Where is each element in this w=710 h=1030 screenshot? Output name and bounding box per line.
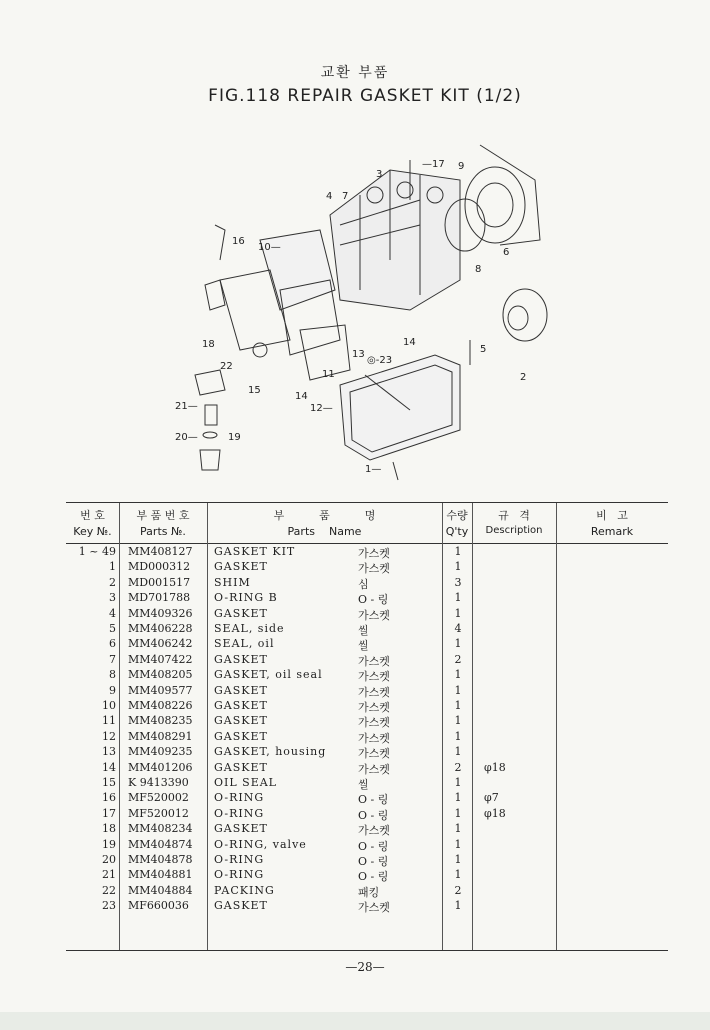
quantity: 1 (454, 545, 462, 558)
key-number: 22 (102, 883, 116, 897)
svg-text:14: 14 (403, 337, 416, 348)
quantity: 1 (454, 776, 462, 789)
part-name-korean: 씰 (358, 778, 369, 791)
part-number: MM408234 (128, 822, 193, 836)
table-row (66, 684, 668, 699)
table-row (66, 637, 668, 652)
header-name-en: Parts Name (287, 525, 362, 538)
quantity: 1 (454, 683, 462, 697)
table-row (66, 699, 668, 714)
part-number: MM408226 (128, 699, 193, 712)
part-name-korean: 씰 (358, 624, 369, 637)
svg-text:10—: 10— (258, 242, 281, 253)
key-number: 1 (109, 560, 116, 574)
quantity: 1 (454, 729, 462, 743)
part-name-korean: 가스켓 (358, 670, 390, 684)
part-name-korean: 가스켓 (358, 901, 390, 915)
svg-text:19: 19 (228, 432, 241, 443)
key-number: 19 (102, 837, 116, 851)
part-name: O-RING (214, 806, 265, 820)
svg-text:7: 7 (342, 191, 349, 202)
part-name: GASKET (214, 729, 268, 743)
page-title: FIG.118 REPAIR GASKET KIT (1/2) (208, 86, 522, 106)
part-name-korean: 가스켓 (358, 685, 390, 699)
key-number: 9 (109, 683, 116, 697)
header-qty-ko: 수량 (446, 509, 468, 522)
page-title-korean: 교환 부품 (320, 65, 390, 81)
quantity: 1 (454, 606, 462, 620)
part-name-korean: 가스켓 (358, 562, 390, 576)
part-name-korean: 씰 (358, 639, 369, 653)
quantity: 1 (454, 591, 462, 605)
key-number: 20 (102, 853, 116, 866)
part-name: SEAL, oil (214, 637, 275, 651)
part-name-korean: 가스켓 (358, 547, 390, 560)
header-parts-ko: 부 품 번 호 (136, 509, 190, 522)
table-row (66, 653, 668, 668)
part-number: MM406228 (128, 622, 193, 635)
table-row (66, 576, 668, 591)
svg-text:6: 6 (503, 247, 510, 258)
part-name: GASKET (214, 822, 268, 836)
part-number: K 9413390 (128, 776, 189, 789)
part-name: GASKET (214, 683, 268, 697)
svg-text:21—: 21— (175, 401, 198, 412)
key-number: 17 (102, 806, 116, 820)
part-name-korean: 가스켓 (358, 762, 390, 776)
key-number: 14 (102, 760, 116, 774)
part-number: MM409326 (128, 606, 193, 620)
svg-text:13: 13 (352, 349, 365, 360)
part-number: MM406242 (128, 637, 193, 651)
quantity: 1 (454, 745, 462, 759)
svg-text:12—: 12— (310, 403, 333, 414)
key-number: 15 (102, 776, 116, 789)
header-name-ko: 부 품 명 (273, 509, 376, 522)
part-name-korean: 가스켓 (358, 701, 390, 714)
part-name: GASKET (214, 606, 268, 620)
header-parts-en: Parts №. (140, 525, 186, 538)
part-number: MM409235 (128, 745, 193, 759)
svg-text:18: 18 (202, 339, 215, 350)
svg-text:8: 8 (475, 264, 482, 275)
part-name: GASKET (214, 899, 268, 913)
part-number: MM408291 (128, 729, 193, 743)
part-name: SEAL, side (214, 622, 285, 635)
table-row (66, 560, 668, 575)
part-number: MM407422 (128, 652, 193, 666)
quantity: 1 (454, 714, 462, 728)
part-number: MM401206 (128, 760, 193, 774)
table-bottom-rule (66, 950, 668, 951)
part-number: MM404884 (128, 883, 193, 897)
key-number: 8 (109, 668, 116, 682)
key-number: 18 (102, 822, 116, 836)
table-row (66, 607, 668, 622)
part-name: GASKET (214, 560, 268, 574)
part-name-korean: 가스켓 (358, 747, 390, 761)
svg-text:4: 4 (326, 191, 333, 202)
table-row (66, 745, 668, 760)
table-row (66, 822, 668, 837)
part-number: MM408235 (128, 714, 193, 728)
part-number: MM404878 (128, 853, 193, 866)
description: φ18 (484, 760, 506, 774)
quantity: 1 (454, 853, 462, 866)
exploded-engine-diagram (160, 140, 580, 485)
quantity: 1 (454, 668, 462, 682)
part-name: O-RING (214, 853, 265, 866)
quantity: 2 (454, 652, 462, 666)
part-number: MF520002 (128, 791, 189, 805)
table-row (66, 868, 668, 883)
svg-text:9: 9 (458, 161, 465, 172)
part-number: MD001517 (128, 575, 191, 589)
part-number: MF660036 (128, 899, 189, 913)
part-number: MM408127 (128, 545, 193, 558)
key-number: 10 (102, 699, 116, 712)
quantity: 3 (454, 575, 462, 589)
table-row (66, 776, 668, 791)
svg-text:1—: 1— (365, 464, 382, 475)
part-name-korean: 가스켓 (358, 731, 390, 745)
part-number: MM409577 (128, 683, 193, 697)
key-number: 3 (109, 591, 116, 605)
part-name-korean: O - 링 (358, 593, 389, 607)
header-key-en: Key №. (73, 525, 112, 538)
table-row (66, 853, 668, 868)
table-row (66, 899, 668, 914)
svg-text:15: 15 (248, 385, 261, 396)
key-number: 2 (109, 575, 116, 589)
quantity: 1 (454, 637, 462, 651)
part-name-korean: O - 링 (358, 808, 389, 822)
scan-edge (0, 1012, 710, 1030)
part-name-korean: 가스켓 (358, 824, 390, 838)
key-number: 6 (109, 637, 116, 651)
part-name: GASKET KIT (214, 545, 296, 558)
part-name: O-RING, valve (214, 837, 307, 851)
part-name-korean: 심 (358, 577, 369, 591)
table-row (66, 884, 668, 899)
header-remark-ko: 비 고 (596, 509, 628, 522)
svg-text:20—: 20— (175, 432, 198, 443)
part-name: PACKING (214, 883, 275, 897)
part-name: O-RING B (214, 591, 278, 605)
part-name-korean: O - 링 (358, 870, 389, 884)
header-desc-ko: 규 격 (498, 509, 530, 522)
svg-text:16: 16 (232, 236, 245, 247)
quantity: 1 (454, 899, 462, 913)
svg-text:11: 11 (322, 369, 335, 380)
table-row (66, 622, 668, 637)
part-name-korean: 패킹 (358, 885, 380, 899)
header-qty-en: Q'ty (445, 525, 469, 538)
quantity: 1 (454, 791, 462, 805)
table-row (66, 791, 668, 806)
part-number: MF520012 (128, 806, 189, 820)
key-number: 13 (102, 745, 116, 759)
header-desc-en: Description (485, 525, 543, 536)
svg-text:3: 3 (376, 169, 383, 180)
key-number: 1 ~ 49 (78, 545, 116, 558)
quantity: 1 (454, 806, 462, 820)
table-row (66, 714, 668, 729)
key-number: 23 (102, 899, 116, 913)
table-header-rule (66, 543, 668, 544)
key-number: 5 (109, 622, 116, 635)
part-name-korean: 가스켓 (358, 654, 390, 668)
key-number: 11 (102, 714, 116, 728)
table-row (66, 807, 668, 822)
page-number: —28— (345, 960, 385, 974)
part-name-korean: O - 링 (358, 855, 389, 868)
table-row (66, 591, 668, 606)
header-key-ko: 번 호 (80, 509, 105, 522)
part-name-korean: 가스켓 (358, 608, 390, 622)
description: φ18 (484, 806, 506, 820)
part-number: MD701788 (128, 591, 191, 605)
part-number: MM404874 (128, 837, 193, 851)
quantity: 1 (454, 822, 462, 836)
table-row (66, 730, 668, 745)
part-name: O-RING (214, 868, 265, 882)
part-name: O-RING (214, 791, 265, 805)
part-name: GASKET, oil seal (214, 668, 323, 682)
header-remark-en: Remark (590, 525, 634, 538)
key-number: 16 (102, 791, 116, 805)
part-name-korean: O - 링 (358, 793, 389, 807)
part-name: GASKET (214, 760, 268, 774)
part-name-korean: O - 링 (358, 839, 389, 853)
quantity: 1 (454, 837, 462, 851)
quantity: 4 (454, 622, 462, 635)
part-name-korean: 가스켓 (358, 716, 390, 730)
part-name: SHIM (214, 575, 251, 589)
part-name: GASKET (214, 699, 268, 712)
part-name: GASKET (214, 714, 268, 728)
svg-text:22: 22 (220, 361, 233, 372)
key-number: 7 (109, 652, 116, 666)
svg-text:14: 14 (295, 391, 308, 402)
description: φ7 (484, 791, 499, 805)
svg-text:2: 2 (520, 372, 527, 383)
quantity: 2 (454, 760, 462, 774)
part-name: OIL SEAL (214, 776, 277, 789)
svg-text:—17: —17 (422, 159, 445, 170)
part-number: MD000312 (128, 560, 191, 574)
table-top-rule (66, 502, 668, 503)
quantity: 2 (454, 883, 462, 897)
part-number: MM404881 (128, 868, 193, 882)
table-row (66, 668, 668, 683)
key-number: 12 (102, 729, 116, 743)
quantity: 1 (454, 868, 462, 882)
key-number: 4 (109, 606, 116, 620)
part-name: GASKET, housing (214, 745, 327, 759)
svg-text:5: 5 (480, 344, 487, 355)
part-name: GASKET (214, 652, 268, 666)
quantity: 1 (454, 699, 462, 712)
table-row (66, 838, 668, 853)
table-row (66, 545, 668, 560)
table-row (66, 761, 668, 776)
svg-text:◎-23: ◎-23 (367, 355, 393, 366)
quantity: 1 (454, 560, 462, 574)
part-number: MM408205 (128, 668, 193, 682)
key-number: 21 (102, 868, 116, 882)
